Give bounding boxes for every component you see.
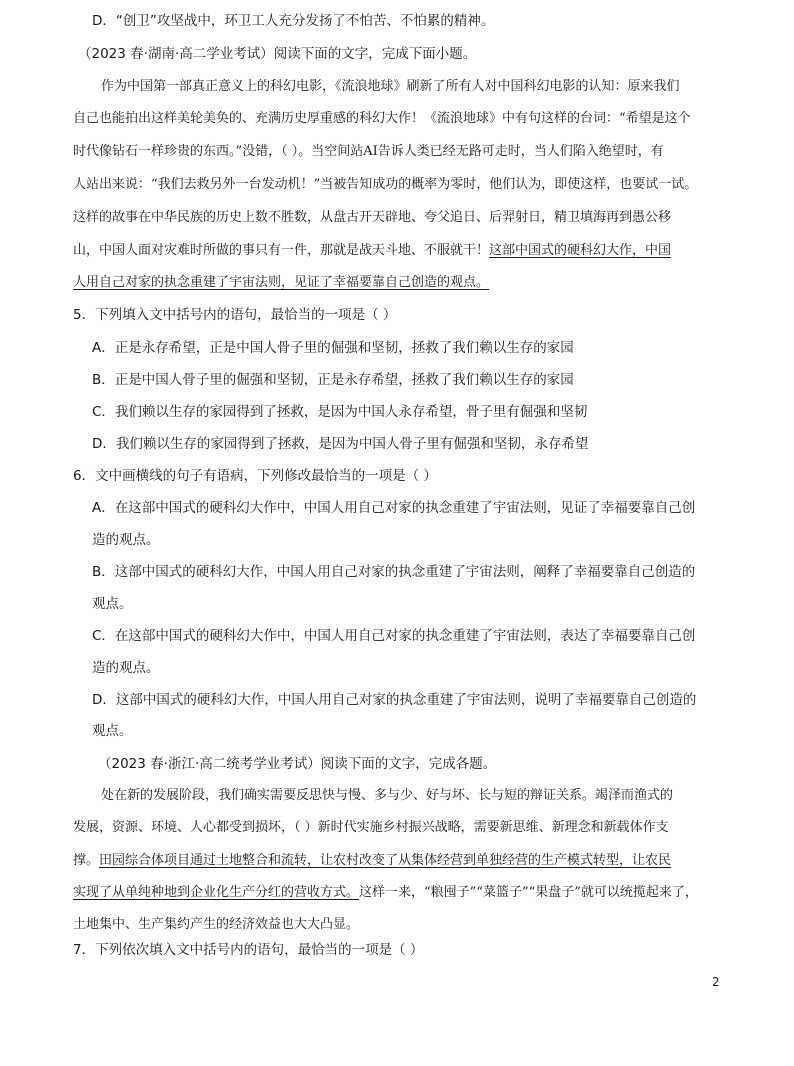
question-6-option-a: A．在这部中国式的硬科幻大作中，中国人用自己对家的执念重建了宇宙法则，见证了幸福要靠自己创 [92, 500, 696, 516]
passage2-line3-plain: 撑。 [73, 853, 100, 868]
passage1-line: 人站出来说：“我们去救另外一台发动机！”当被告知成功的概率为零时，他们认为，即使这样，也要试一试。 [73, 177, 698, 192]
passage1-line6-plain: 山，中国人面对灾难时所做的事只有一件，那就是战天斗地、不服就干！ [73, 243, 490, 258]
underlined-sentence: 实现了从单纯种地到企业化生产分红的营收方式。 [73, 885, 360, 900]
passage2-source: （2023 春·浙江·高二统考学业考试）阅读下面的文字，完成各题。 [98, 756, 497, 772]
question-5-option-a: A．正是永存希望，正是中国人骨子里的倔强和坚韧，拯救了我们赖以生存的家园 [92, 340, 574, 356]
underlined-sentence: 人用自己对家的执念重建了宇宙法则，见证了幸福要靠自己创造的观点。 [73, 275, 490, 290]
passage1-line: 这样的故事在中华民族的历史上数不胜数，从盘古开天辟地、夸父追日、后羿射日，精卫填海再到愚公移 [73, 210, 672, 225]
passage1-line [73, 241, 671, 261]
question-5-option-d: D．我们赖以生存的家园得到了拯救，是因为中国人骨子里有倔强和坚韧，永存希望 [92, 436, 589, 452]
passage2-line [73, 851, 671, 871]
page-number: 2 [712, 975, 720, 989]
passage2-line: 发展，资源、环境、人心都受到损坏，（ ）新时代实施乡村振兴战略，需要新思维、新理念和新载体作支 [73, 820, 669, 835]
question-6-option-b-cont: 观点。 [92, 596, 133, 612]
underlined-sentence: 这部中国式的硬科幻大作，中国 [489, 243, 672, 258]
option-d-prev-question: D．“创卫”攻坚战中，环卫工人充分发扬了不怕苦、不怕累的精神。 [92, 13, 495, 29]
passage1-line: 作为中国第一部真正意义上的科幻电影，《流浪地球》刷新了所有人对中国科幻电影的认知：原来我们 [101, 79, 680, 94]
question-7-stem: 7．下列依次填入文中括号内的语句，最恰当的一项是（ ） [73, 942, 424, 958]
question-6-option-a-cont: 造的观点。 [92, 532, 160, 548]
question-6-option-c-cont: 造的观点。 [92, 660, 160, 676]
passage1-line: 时代像钻石一样珍贵的东西。”没错，（ ）。当空间站AI告诉人类已经无路可走时，当人们陷入绝望时，有 [73, 144, 664, 159]
question-6-option-d: D．这部中国式的硬科幻大作，中国人用自己对家的执念重建了宇宙法则，说明了幸福要靠自己创造的 [92, 692, 697, 708]
passage2-line: 处在新的发展阶段，我们确实需要反思快与慢、多与少、好与坏、长与短的辩证关系。竭泽而渔式的 [101, 788, 674, 803]
passage1-line: 自己也能拍出这样美轮美奂的、充满历史厚重感的科幻大作！《流浪地球》中有句这样的台词：“希望是这个 [73, 111, 691, 126]
passage2-line: 土地集中、生产集约产生的经济效益也大大凸显。 [73, 917, 360, 932]
underlined-sentence: 田园综合体项目通过土地整合和流转，让农村改变了从集体经营到单独经营的生产模式转型，让农民 [99, 853, 672, 868]
question-6-option-c: C．在这部中国式的硬科幻大作中，中国人用自己对家的执念重建了宇宙法则，表达了幸福要靠自己创 [92, 628, 696, 644]
passage2-line [73, 883, 698, 903]
question-5-option-c: C．我们赖以生存的家园得到了拯救，是因为中国人永存希望，骨子里有倔强和坚韧 [92, 404, 588, 420]
question-6-option-d-cont: 观点。 [92, 723, 133, 739]
question-5-stem: 5．下列填入文中括号内的语句，最恰当的一项是（ ） [73, 307, 397, 323]
passage2-line4-plain: 这样一来，“粮囤子”“菜篮子”“果盘子”就可以统揽起来了， [359, 885, 698, 900]
question-6-option-b: B．这部中国式的硬科幻大作，中国人用自己对家的执念重建了宇宙法则，阐释了幸福要靠自己创造的 [92, 564, 696, 580]
passage1-source: （2023 春·湖南·高二学业考试）阅读下面的文字，完成下面小题。 [78, 46, 477, 62]
question-6-stem: 6．文中画横线的句子有语病，下列修改最恰当的一项是（ ） [73, 468, 437, 484]
question-5-option-b: B．正是中国人骨子里的倔强和坚韧，正是永存希望，拯救了我们赖以生存的家园 [92, 372, 574, 388]
